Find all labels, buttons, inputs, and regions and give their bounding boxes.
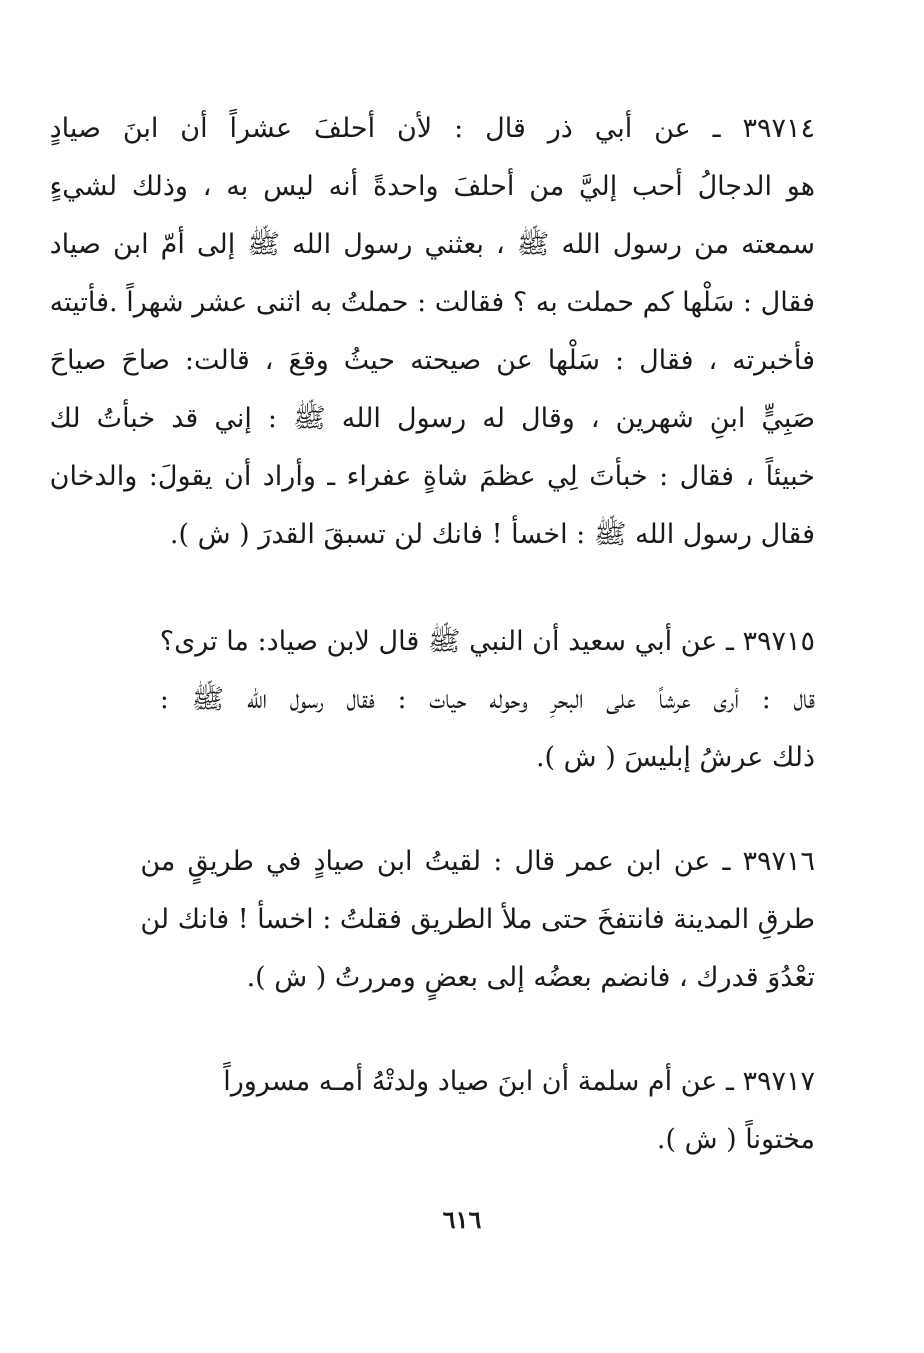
text-line: فأخبرته ، فقال : سَلْها عن صيحته حيثُ وقعَ ، قالت: صاحَ صياحَ (49, 345, 815, 376)
text-line: قال : أرى عرشاً على البحرِ وحوله حيات : فقال رسول الله ﷺ : (159, 684, 815, 715)
text-line: خبيئاً ، فقال : خبأتَ لِي عظمَ شاةٍ عفراء ـ وأراد أن يقولَ: والدخان (49, 461, 815, 492)
text-line: تعْدُوَ قدرك ، فانضم بعضُه إلى بعضٍ ومررتُ ( ش ). (246, 962, 815, 993)
hadith-entry-39717 (223, 1053, 815, 1169)
text-line: ٣٩٧١٧ ـ عن أم سلمة أن ابنَ صياد ولدتْهُ أمـه مسروراً (223, 1066, 815, 1097)
text-line: طرقِ المدينة فانتفخَ حتى ملأ الطريق فقلتُ : اخسأ ! فانك لن (140, 904, 815, 935)
text-line: فقال : سَلْها كم حملت به ؟ فقالت : حملتُ به اثنى عشر شهراً .فأتيته (49, 287, 815, 318)
hadith-entry-39715 (160, 613, 815, 787)
text-line: ٣٩٧١٦ ـ عن ابن عمر قال : لقيتُ ابن صيادٍ في طريقٍ من (140, 846, 815, 877)
text-line: صَبِيٍّ ابنِ شهرين ، وقال له رسول الله ﷺ : إني قد خبأتُ لك (49, 403, 815, 434)
text-line: ذلك عرشُ إبليسَ ( ش ). (535, 742, 815, 773)
page-number: ٦١٦ (442, 1205, 482, 1234)
text-line: ٣٩٧١٤ ـ عن أبي ذر قال : لأن أحلفَ عشراً أن ابنَ صيادٍ (49, 113, 815, 144)
text-line: فقال رسول الله ﷺ : اخسأ ! فانك لن تسبقَ القدرَ ( ش ). (169, 519, 815, 550)
text-line: هو الدجالُ أحب إليَّ من أحلفَ واحدةً أنه ليس به ، وذلك لشيءٍ (49, 171, 815, 202)
text-line: مختوناً ( ش ). (656, 1124, 815, 1155)
text-line: سمعته من رسول الله ﷺ ، بعثني رسول الله ﷺ إلى أمّ ابن صياد (49, 229, 815, 260)
text-line: ٣٩٧١٥ ـ عن أبي سعيد أن النبي ﷺ قال لابن صياد: ما ترى؟ (159, 626, 815, 657)
hadith-entry-39716 (140, 833, 815, 1007)
hadith-entry-39714 (50, 100, 815, 564)
